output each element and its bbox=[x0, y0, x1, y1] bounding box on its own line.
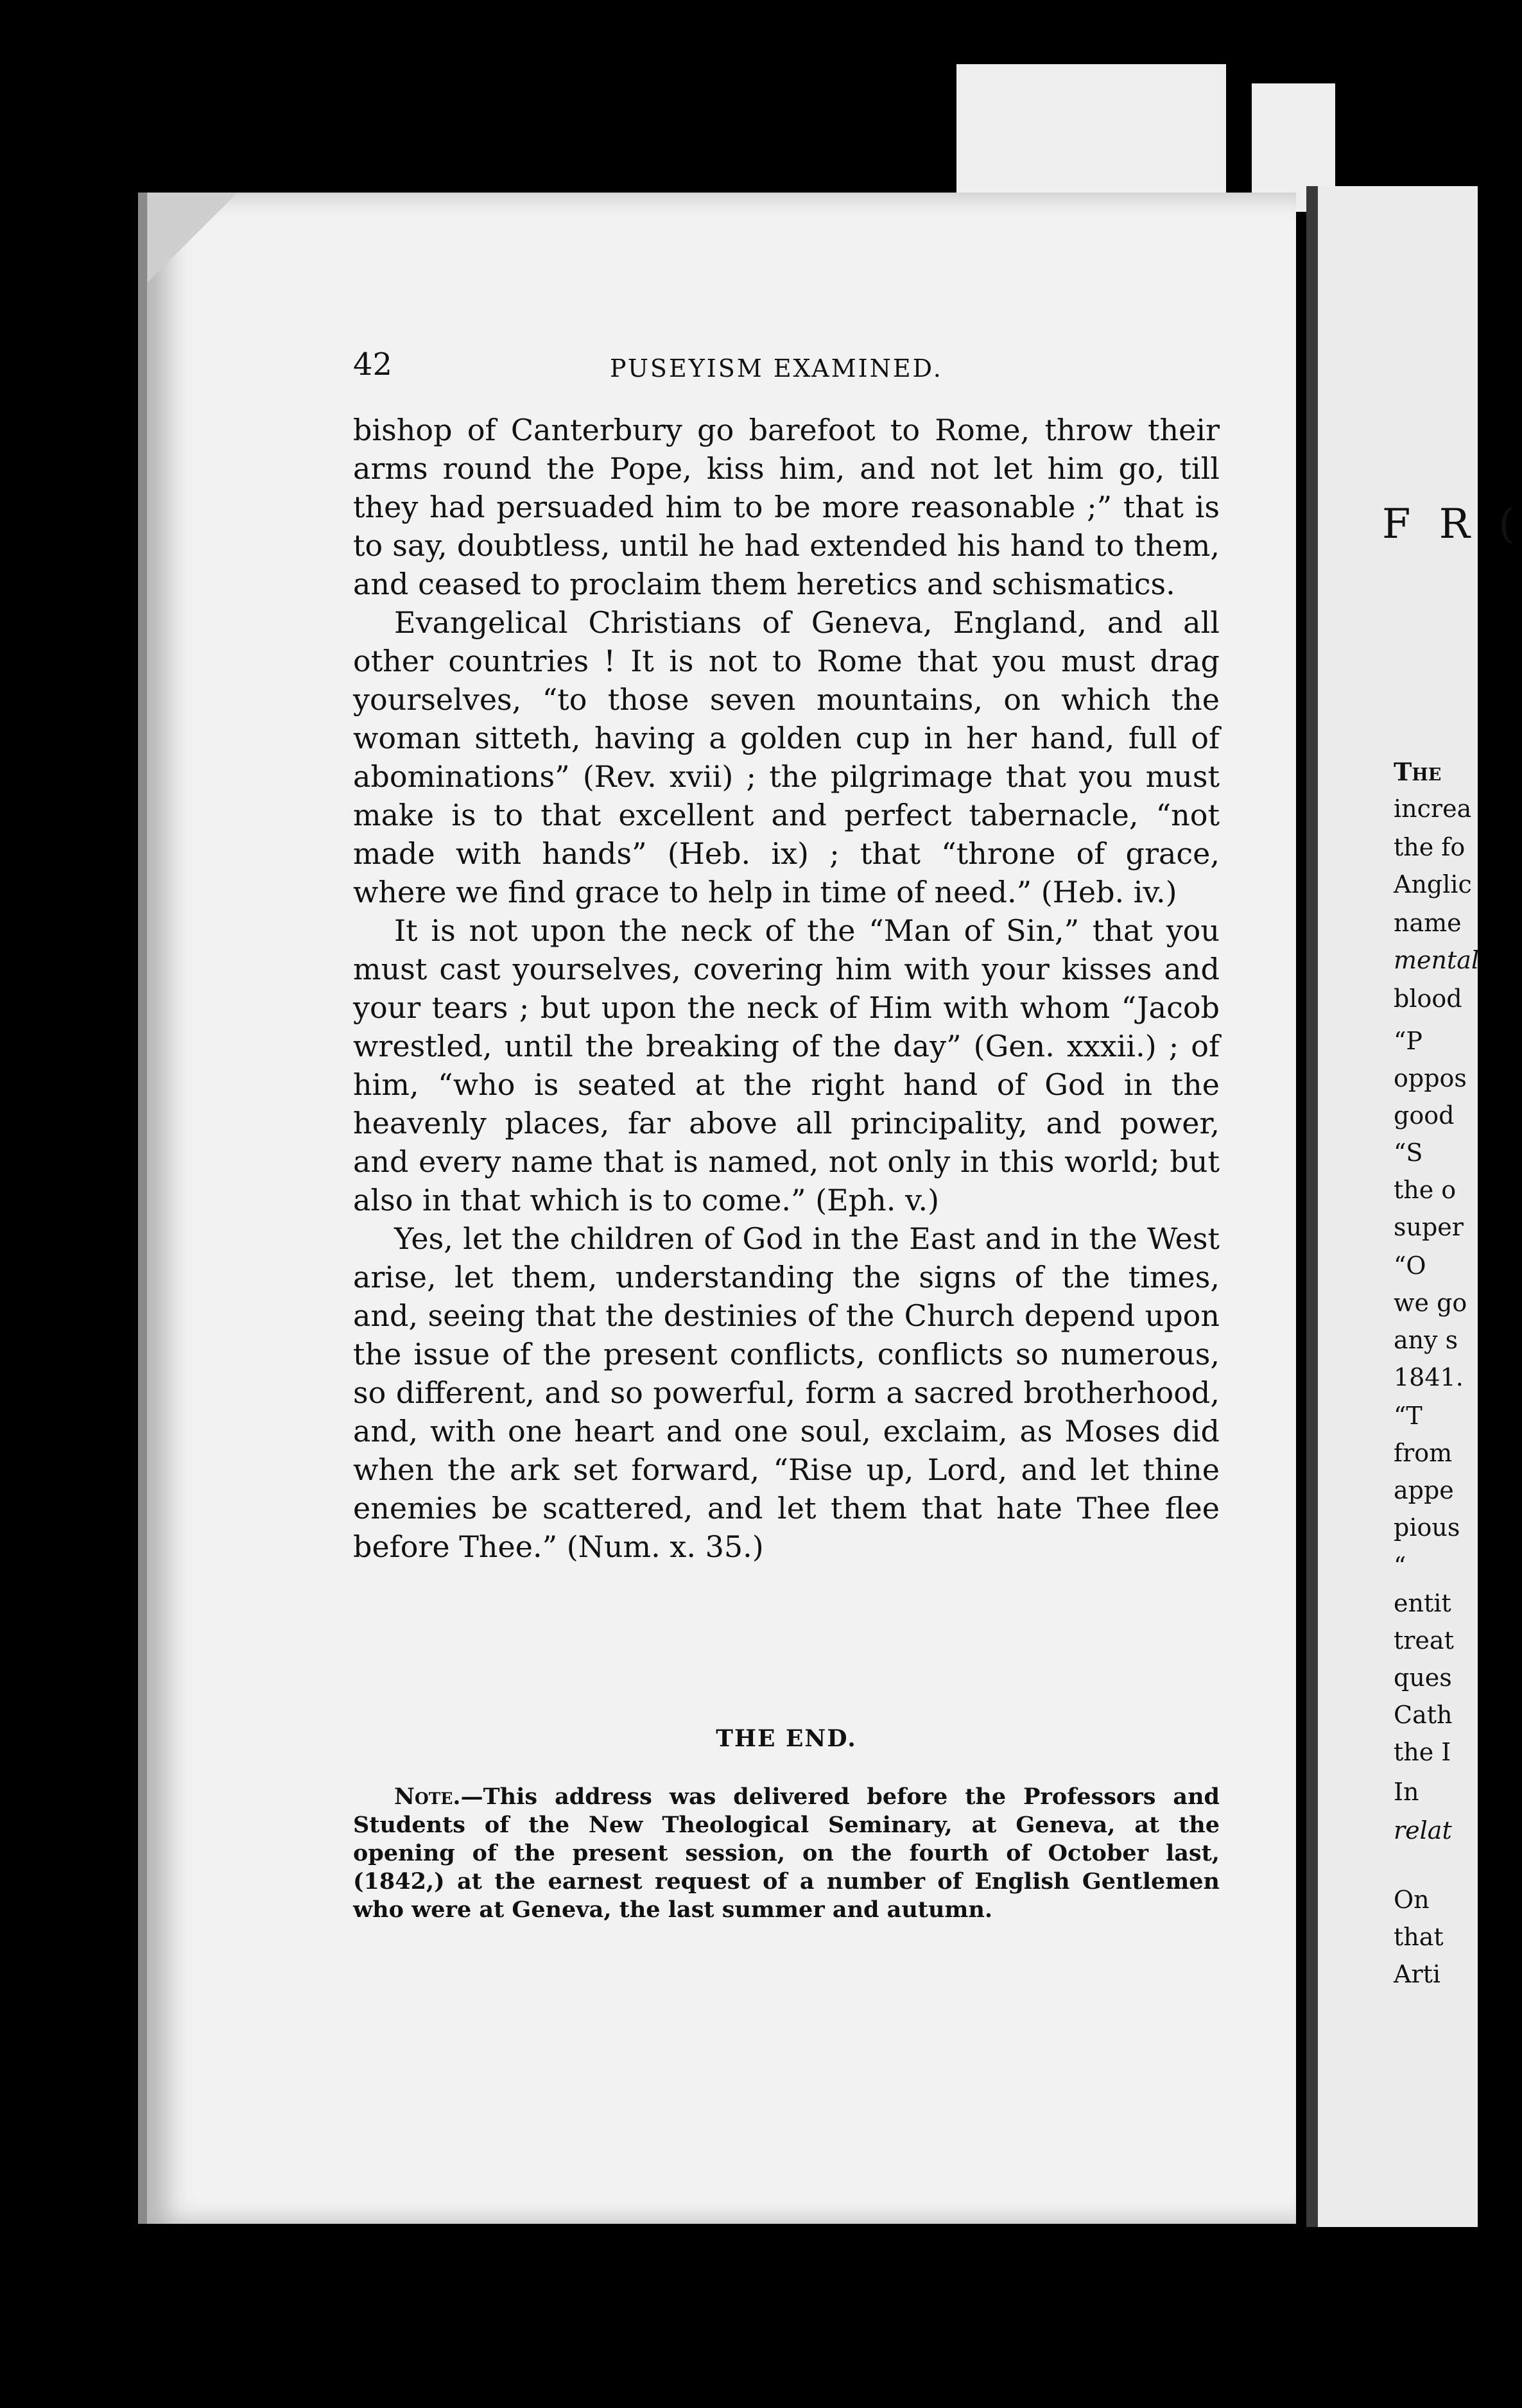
note-label: Note. bbox=[394, 1784, 461, 1810]
next-page-line: “P bbox=[1394, 1027, 1423, 1055]
next-page-line: 1841. bbox=[1394, 1363, 1464, 1391]
paragraph: Evangelical Christians of Geneva, England, and all other countries ! It is not to Rome that you must drag yourselves, “to those seven mountains, on which the woman sitteth, having a golden cup in her hand, full of abominations” (Rev. xvii) ; the pilgrimage that you must make is to that excellent and perfect tabernacle, “not made with hands” (Heb. ix) ; that “throne of grace, where we find grace to help in time of need.” (Heb. iv.) bbox=[353, 605, 1220, 909]
next-page-line: The bbox=[1394, 757, 1442, 786]
next-page-line: name bbox=[1394, 909, 1462, 937]
next-page-line: oppos bbox=[1394, 1064, 1467, 1092]
the-end-marker: THE END. bbox=[716, 1725, 857, 1752]
next-page-line: the fo bbox=[1394, 833, 1466, 861]
next-page-line: In bbox=[1394, 1778, 1419, 1806]
next-page-line: relat bbox=[1394, 1816, 1452, 1845]
footnote bbox=[353, 1783, 1220, 1924]
next-page-line: “O bbox=[1394, 1251, 1426, 1280]
next-page-line: ques bbox=[1394, 1664, 1452, 1692]
next-page-line: entit bbox=[1394, 1589, 1451, 1617]
next-page-line: “ bbox=[1394, 1552, 1406, 1580]
next-page-line: pious bbox=[1394, 1513, 1460, 1542]
next-page-line: from bbox=[1394, 1439, 1453, 1467]
next-page-line: Cath bbox=[1394, 1701, 1453, 1729]
next-page-line: mental bbox=[1394, 946, 1480, 974]
next-page-line: appe bbox=[1394, 1476, 1454, 1504]
next-page-line: increa bbox=[1394, 795, 1472, 823]
page-corner-fold bbox=[148, 193, 238, 282]
next-page-heading: F R ( bbox=[1382, 501, 1522, 548]
next-page-line: “S bbox=[1394, 1139, 1423, 1167]
running-title: PUSEYISM EXAMINED. bbox=[610, 354, 943, 383]
next-page-line: Arti bbox=[1394, 1960, 1441, 1988]
next-page-strip bbox=[1306, 186, 1522, 2227]
paper-tab bbox=[956, 64, 1226, 212]
note-text: —This address was delivered before the Professors and Students of the New Theological Seminary, at Geneva, at the opening of the present session, on the fourth of October last, (1842,) at the earnest request of a number of English Gentlemen who were at Geneva, the last summer and autumn. bbox=[353, 1784, 1220, 1923]
next-page-line: On bbox=[1394, 1886, 1430, 1914]
next-page-line: blood bbox=[1394, 985, 1462, 1013]
body-text bbox=[353, 411, 1220, 1566]
paragraph: It is not upon the neck of the “Man of Sin,” that you must cast yourselves, covering him with your kisses and your tears ; but upon the neck of Him with whom “Jacob wrestled, until the breaking of the day” (Gen. xxxii.) ; of him, “who is seated at the right hand of God in the heavenly places, far above all principality, and power, and every name that is named, not only in this world; but also in that which is to come.” (Eph. v.) bbox=[353, 913, 1220, 1217]
next-page-line: the I bbox=[1394, 1738, 1451, 1766]
paragraph: bishop of Canterbury go barefoot to Rome, throw their arms round the Pope, kiss him, and not let him go, till they had persuaded him to be more reasonable ;” that is to say, doubtless, until he had extended his hand to them, and ceased to proclaim them heretics and schismatics. bbox=[353, 413, 1220, 601]
next-page-line: Anglic bbox=[1394, 870, 1472, 899]
next-page-line: that bbox=[1394, 1923, 1444, 1951]
next-page-line: good bbox=[1394, 1101, 1455, 1130]
next-page-line: “T bbox=[1394, 1402, 1423, 1430]
next-page-line: any s bbox=[1394, 1326, 1458, 1354]
next-page-line: the o bbox=[1394, 1176, 1457, 1204]
next-page-line: super bbox=[1394, 1213, 1464, 1241]
paragraph: Yes, let the children of God in the East and in the West arise, let them, understanding the signs of the times, and, seeing that the destinies of the Church depend upon the issue of the present conflicts, conflicts so numerous, so different, and so powerful, form a sacred brotherhood, and, with one heart and one soul, exclaim, as Moses did when the ark set forward, “Rise up, Lord, and let thine enemies be scattered, and let them that hate Thee flee before Thee.” (Num. x. 35.) bbox=[353, 1221, 1220, 1564]
page-number: 42 bbox=[353, 347, 393, 383]
next-page-line: treat bbox=[1394, 1626, 1454, 1655]
next-page-line: we go bbox=[1394, 1289, 1467, 1317]
